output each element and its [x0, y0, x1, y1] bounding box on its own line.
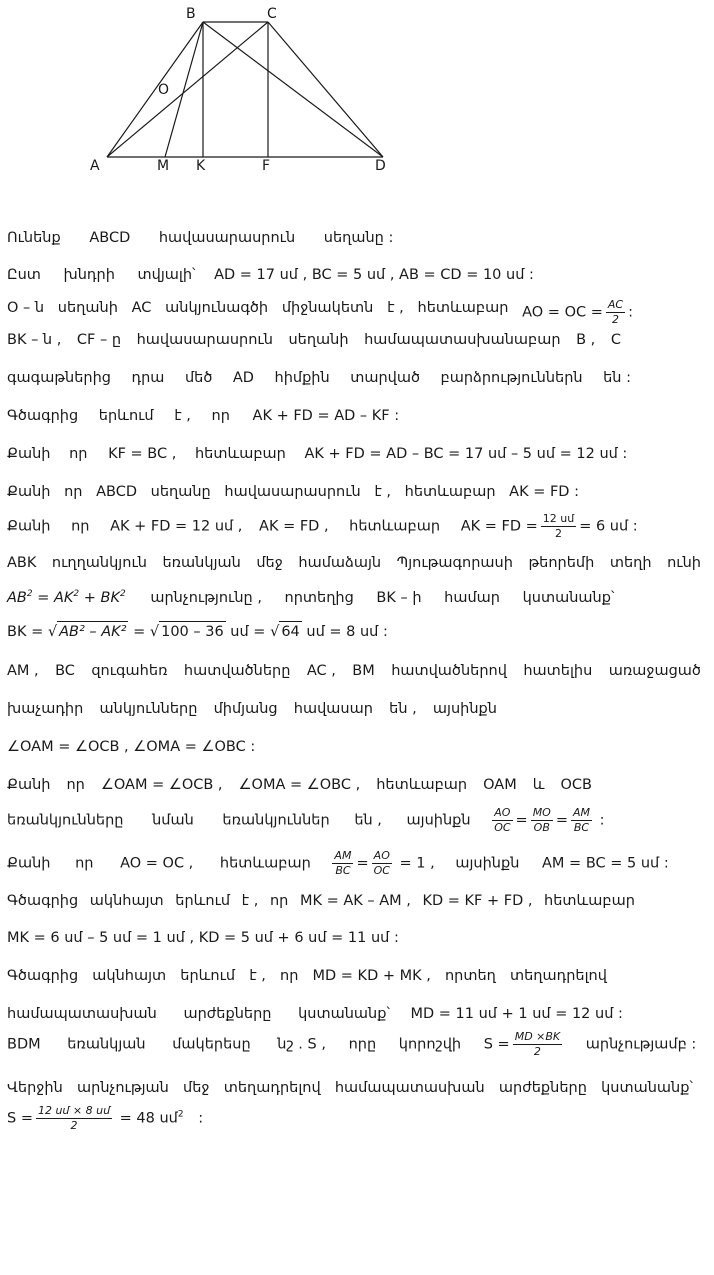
text-fragment: ակնհայտ	[92, 967, 167, 984]
text-fragment: Քանի	[7, 855, 51, 872]
text-fragment: = 48 սմ	[119, 1110, 178, 1127]
text-fragment: եռանկյան	[162, 555, 241, 571]
text-fragment: ∠OAM = ∠OCB , ∠OMA = ∠OBC :	[7, 738, 256, 755]
text-fragment: AK + FD = 12 սմ ,	[110, 518, 243, 535]
text-fragment: հատվածներով	[391, 662, 507, 679]
text-fragment: BC	[573, 820, 590, 834]
text-fragment: AK + FD = AD – KF :	[252, 408, 400, 424]
text-fragment: սմ = 8 սմ :	[301, 623, 388, 640]
fraction-mo-ob	[531, 806, 553, 835]
text-fragment: կստանանք՝	[522, 589, 615, 606]
text-fragment: եռանկյունները	[7, 812, 124, 829]
text-fragment: AO = OC ,	[120, 855, 194, 872]
text-fragment: BK – ն ,	[7, 332, 62, 348]
diagonal-bd	[203, 22, 383, 157]
text-fragment: S =	[483, 1036, 510, 1053]
text-fragment: սմ =	[225, 623, 271, 640]
text-fragment: արնչության	[77, 1079, 169, 1096]
text-fragment: Գծագրից	[7, 408, 79, 424]
text-fragment: թեորեմի	[528, 555, 595, 571]
text-fragment: Քանի	[7, 518, 51, 535]
text-fragment: AM ,	[7, 662, 39, 679]
text-fragment: :	[599, 812, 605, 829]
text-line	[7, 368, 631, 388]
text-fragment: AD = 17 սմ , BC = 5 սմ , AB = CD = 10 սմ :	[214, 267, 534, 283]
text-fragment: տեղադրելով	[223, 1079, 321, 1096]
text-line	[7, 298, 633, 327]
text-fragment: BC	[335, 863, 351, 877]
text-fragment: նման	[152, 812, 194, 829]
text-fragment: 2	[554, 527, 562, 540]
text-fragment: S =	[7, 1110, 33, 1127]
text-fragment: խնդրի	[63, 267, 115, 283]
text-fragment: տեղադրելով	[509, 967, 607, 984]
text-fragment: 2	[533, 1044, 541, 1058]
text-fragment: է ,	[374, 484, 392, 500]
text-fragment: 2	[611, 313, 619, 326]
text-fragment: Քանի	[7, 446, 51, 462]
text-line	[7, 928, 707, 948]
text-fragment: հետևաբար	[194, 446, 286, 462]
text-fragment: 100 – 36	[159, 621, 226, 642]
text-fragment: երևում	[180, 967, 236, 984]
text-fragment: :	[198, 1110, 204, 1127]
text-fragment: AB	[7, 589, 27, 606]
text-line	[7, 512, 707, 541]
text-fragment: 2	[73, 589, 80, 599]
text-fragment: է ,	[241, 892, 259, 909]
text-fragment: սեղանի	[57, 300, 118, 316]
text-fragment: 12 սմ × 8 սմ	[37, 1103, 111, 1117]
text-fragment: Վերջին	[7, 1079, 63, 1096]
text-fragment: տեղի	[609, 555, 652, 571]
text-fragment: միմյանց	[213, 700, 278, 717]
text-fragment: սեղանը	[150, 484, 211, 500]
text-fragment: է ,	[249, 967, 266, 984]
fraction-ao-oc	[492, 806, 512, 835]
text-fragment: ABK	[7, 555, 37, 571]
text-line	[7, 699, 497, 719]
text-fragment: MK = 6 սմ – 5 սմ = 1 սմ , KD = 5 սմ + 6 սմ = 11 սմ :	[7, 929, 399, 946]
segment-bm	[165, 22, 203, 157]
text-fragment: հետևաբար	[417, 300, 509, 316]
text-fragment: մեծ	[184, 370, 213, 386]
text-fragment: որտեղից	[284, 589, 354, 606]
text-line	[7, 966, 607, 986]
text-fragment: արնչությամբ :	[585, 1036, 697, 1053]
text-line	[7, 1004, 707, 1024]
text-fragment: OC	[494, 820, 511, 834]
segment-ab	[107, 22, 203, 157]
text-fragment: Պյութագորասի	[396, 555, 513, 571]
text-fragment: է ,	[387, 300, 404, 316]
text-fragment: OB	[533, 820, 550, 834]
text-fragment: հետևաբար	[376, 776, 468, 793]
text-fragment: AD	[232, 370, 254, 386]
fraction-area	[36, 1104, 112, 1133]
text-fragment: անկյունագծի	[165, 300, 269, 316]
text-fragment: AO	[372, 849, 392, 864]
text-fragment: համապատասխանաբար	[364, 332, 561, 348]
text-fragment: AC	[131, 300, 152, 316]
text-line	[7, 444, 707, 464]
text-line	[7, 406, 707, 426]
label-o: O	[158, 82, 170, 98]
text-fragment: հետևաբար	[219, 855, 311, 872]
text-fragment: այսինքն	[406, 812, 471, 829]
label-b: B	[186, 6, 196, 22]
text-fragment: հատելիս	[523, 662, 593, 679]
text-fragment: AM = BC = 5 սմ :	[542, 855, 669, 872]
text-fragment: 2	[26, 589, 33, 599]
label-k: K	[196, 158, 206, 174]
fraction-ao-oc-2	[372, 849, 392, 878]
text-fragment: որ	[66, 776, 85, 793]
text-fragment: մեջ	[183, 1079, 210, 1096]
text-fragment: AC ,	[306, 662, 336, 679]
text-fragment: AK + FD = AD – BC = 17 սմ – 5 սմ = 12 սմ :	[304, 446, 628, 462]
text-fragment: :	[628, 304, 633, 321]
text-fragment: Գծագրից	[7, 892, 79, 909]
text-fragment: AK	[53, 589, 74, 606]
text-fragment: ակնհայտ	[89, 892, 164, 909]
text-fragment: MK = AK – AM ,	[299, 892, 411, 909]
text-fragment: BC	[55, 662, 75, 679]
text-fragment: հետևաբար	[404, 484, 496, 500]
text-fragment: հավասարասրուն	[158, 230, 296, 246]
text-fragment: AC	[607, 298, 624, 311]
text-fragment: ABCD	[96, 484, 138, 500]
text-fragment: հավասարասրուն	[136, 332, 273, 348]
text-fragment: արժեքները	[498, 1079, 587, 1096]
text-fragment: Ունենք	[7, 230, 61, 246]
text-line: եռանկյունները նման եռանկյուններ են , այսինքն $\frac{AO}{OC}$ = $\frac{MO}{OB}$ = $\frac{AM}{BC}$ :	[7, 805, 605, 834]
text-fragment: հավասար	[293, 700, 373, 717]
text-fragment: = 1 ,	[399, 855, 435, 872]
text-fragment: միջնակետն	[281, 300, 374, 316]
label-a: A	[90, 158, 100, 174]
text-fragment: զուգահեռ	[91, 662, 168, 679]
text-fragment: կստանանք՝	[601, 1079, 693, 1096]
text-fragment: հիմքին	[274, 370, 330, 386]
text-fragment: դրա	[131, 370, 165, 386]
text-fragment: գագաթներից	[7, 370, 111, 386]
text-line	[7, 1030, 707, 1059]
text-fragment: որտեղ	[444, 967, 496, 984]
text-fragment: համաձայն	[298, 555, 382, 571]
fraction-md-bk-2	[513, 1030, 562, 1059]
text-fragment: AM	[334, 848, 352, 862]
label-c: C	[267, 6, 277, 22]
text-line	[7, 482, 579, 502]
text-fragment: արնչությունը ,	[150, 589, 262, 606]
text-fragment: որ	[75, 855, 94, 872]
text-fragment: MD = 11 սմ + 1 սմ = 12 սմ :	[410, 1005, 623, 1022]
text-fragment: այսինքն	[432, 700, 497, 717]
text-fragment: Ըստ	[7, 267, 41, 283]
text-fragment: AK = FD =	[460, 518, 538, 535]
text-fragment: ∠OMA = ∠OBC ,	[238, 776, 361, 793]
text-line: Քանի որ AO = OC , հետևաբար $\frac{AM}{BC}$ = $\frac{AO}{OC}$ = 1 , այսինքն AM = BC = 5 սմ :	[7, 848, 669, 877]
text-line	[7, 1078, 693, 1098]
text-fragment: AO = OC =	[522, 304, 603, 321]
text-fragment: կստանանք՝	[298, 1005, 390, 1022]
label-f: F	[262, 158, 271, 174]
text-fragment: որ	[269, 892, 289, 909]
text-fragment: AO	[492, 806, 512, 821]
text-fragment: ∠OAM = ∠OCB ,	[100, 776, 223, 793]
text-fragment: հատվածները	[183, 662, 291, 679]
text-fragment: որ	[71, 518, 90, 535]
segment-cd	[268, 22, 383, 157]
text-fragment: Գծագրից	[7, 967, 79, 984]
text-line	[7, 228, 707, 248]
text-fragment: մակերեսը	[172, 1036, 251, 1053]
text-fragment: O – ն	[7, 300, 45, 316]
text-line	[7, 661, 701, 681]
text-fragment: սեղանը :	[323, 230, 394, 246]
text-fragment: 64	[279, 621, 301, 642]
text-fragment: որ	[64, 484, 83, 500]
text-fragment: հավասարասրուն	[224, 484, 361, 500]
text-fragment: որ	[280, 967, 299, 984]
text-fragment: անկյունները	[99, 700, 198, 717]
text-fragment: OAM	[483, 776, 517, 793]
text-fragment: AK = FD ,	[259, 518, 329, 535]
text-fragment: 2	[177, 1109, 184, 1120]
fraction-am-bc-2	[332, 849, 353, 878]
diagonal-ac	[107, 22, 268, 157]
text-fragment: արժեքները	[183, 1005, 272, 1022]
text-fragment: ուղղանկյուն	[51, 555, 147, 571]
text-fragment: AK = FD :	[509, 484, 579, 500]
text-fragment: MD = KD + MK ,	[312, 967, 431, 984]
text-fragment: մեջ	[256, 555, 283, 571]
text-fragment: BDM	[7, 1036, 41, 1053]
text-fragment: են ,	[354, 812, 382, 829]
text-fragment: առաջացած	[608, 662, 701, 679]
text-fragment: = 6 սմ :	[579, 518, 638, 535]
text-fragment: այսինքն	[455, 855, 520, 872]
text-fragment: BK =	[7, 623, 44, 640]
text-fragment: է ,	[174, 408, 191, 424]
text-fragment: երևում	[175, 892, 231, 909]
fraction-ac-2	[606, 298, 625, 327]
text-fragment: խաչադիր	[7, 700, 84, 717]
text-fragment: OCB	[560, 776, 592, 793]
text-fragment: B ,	[576, 332, 596, 348]
text-fragment: հետևաբար	[349, 518, 441, 535]
text-fragment: CF – ը	[76, 332, 122, 348]
text-fragment: որը	[348, 1036, 377, 1053]
text-fragment: KF = BC ,	[108, 446, 177, 462]
text-fragment: 2	[120, 589, 126, 599]
text-fragment: տարված	[350, 370, 420, 386]
text-line	[7, 1104, 707, 1133]
text-fragment: Քանի	[7, 484, 51, 500]
text-fragment: =	[133, 623, 150, 640]
text-fragment: եռանկյուններ	[222, 812, 330, 829]
text-fragment: MD ×BK	[514, 1029, 561, 1043]
text-fragment: բարձրություններն	[440, 370, 583, 386]
text-line	[7, 265, 707, 285]
text-fragment: ունի	[667, 555, 701, 571]
text-fragment: համապատասխան	[7, 1005, 157, 1022]
text-fragment: սեղանի	[288, 332, 349, 348]
text-fragment: են ,	[389, 700, 417, 717]
text-fragment: որ	[211, 408, 230, 424]
text-fragment: ABCD	[89, 230, 131, 246]
text-fragment: C	[610, 332, 621, 348]
text-fragment: Քանի	[7, 776, 51, 793]
text-line	[7, 330, 621, 350]
trapezoid-figure	[0, 0, 420, 180]
label-d: D	[375, 158, 386, 174]
text-line	[7, 775, 592, 795]
text-fragment: համար	[444, 589, 500, 606]
text-fragment: MO	[532, 805, 551, 819]
text-fragment: AB² – AK²	[57, 621, 128, 642]
text-line: BK = √ AB² – AK² = √ 100 – 36 սմ = √ 64 սմ = 8 սմ :	[7, 621, 707, 642]
text-line	[7, 737, 707, 757]
text-fragment: BK	[100, 589, 120, 606]
text-line: $AB^2 = AK^2 + BK^2$ արնչությունը , որտեղից BK – ի համար կստանանք՝	[7, 589, 615, 606]
text-fragment: AM	[573, 805, 591, 819]
text-fragment: BM	[352, 662, 375, 679]
text-line	[7, 891, 635, 911]
text-fragment: նշ . S ,	[277, 1036, 326, 1053]
text-fragment: համապատասխան	[334, 1079, 485, 1096]
fraction-am-bc	[571, 806, 592, 835]
text-fragment: են :	[603, 370, 631, 386]
text-fragment: OC	[373, 863, 390, 877]
text-fragment: կորոշվի	[398, 1036, 462, 1053]
label-m: M	[157, 158, 170, 174]
text-fragment: 2	[70, 1118, 78, 1132]
text-fragment: KD = KF + FD ,	[422, 892, 533, 909]
text-fragment: 12 սմ	[542, 512, 575, 525]
text-fragment: եռանկյան	[67, 1036, 146, 1053]
text-fragment: երևում	[98, 408, 154, 424]
text-fragment: և	[532, 776, 545, 793]
text-fragment: որ	[69, 446, 88, 462]
text-fragment: հետևաբար	[544, 892, 635, 909]
text-line	[7, 553, 701, 573]
fraction-12-2	[541, 512, 576, 541]
text-fragment: BK – ի	[376, 589, 422, 606]
text-fragment: տվյալի՝	[137, 267, 196, 283]
